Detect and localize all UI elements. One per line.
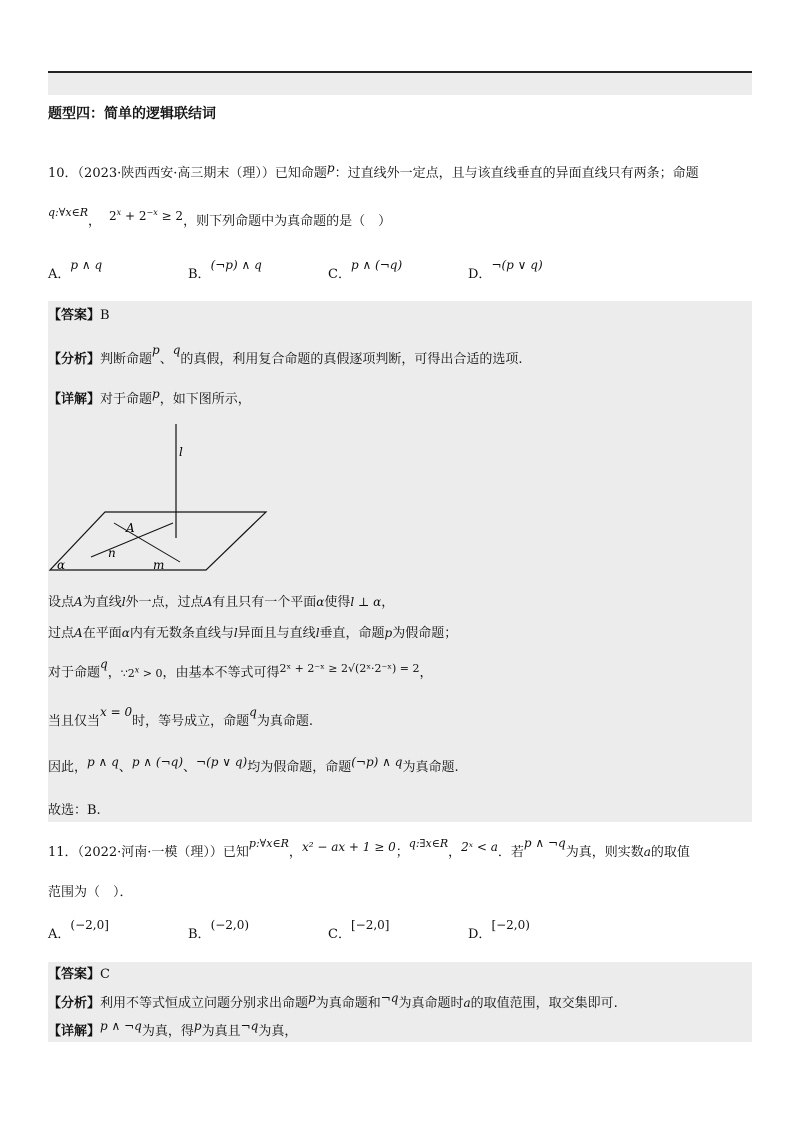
q11-option-d[interactable]: D．[−2,0) [468,918,530,942]
plane-line-figure [48,420,278,580]
q11-option-b[interactable]: B．(−2,0) [188,918,250,942]
label-l: l [179,445,183,459]
q10-detail-line2: 过点A在平面α内有无数条直线与l异面且与直线l垂直，命题p为假命题； [48,626,458,641]
q10-option-d[interactable]: D．¬(p ∨ q) [468,258,543,282]
label-m: m [153,558,165,572]
q11-option-a[interactable]: A．(−2,0] [48,918,109,942]
q10-analysis: 【分析】判断命题p、q的真假，利用复合命题的真假逐项判断，可得出合适的选项. [48,343,523,367]
q10-stem2: ，则下列命题中为真命题的是（ ） [183,214,392,229]
q11-analysis: 【分析】利用不等式恒成立问题分别求出命题p为真命题和¬q为真命题时a的取值范围，取交集即可. [48,991,618,1011]
q11-detail: 【详解】p ∧ ¬q为真，得p为真且¬q为真， [48,1019,298,1039]
q11-option-c[interactable]: C．[−2,0] [328,918,390,942]
q10-stem1: ：过直线外一定点，且与该直线垂直的异面直线只有两条；命题 [334,166,699,181]
q10-detail-line4: 当且仅当x = 0时，等号成立，命题q为真命题. [48,705,313,729]
label-A: A [126,521,135,535]
q10-inequality: $2^x + 2^{-x} \ge 2$ [109,208,184,223]
q10-answer: 【答案】B [48,308,110,323]
q10-option-c[interactable]: C．p ∧ (¬q) [328,258,403,282]
q10-detail-line5: 因此，p ∧ q、p ∧ (¬q)、¬(p ∨ q)均为假命题，命题(¬p) ∧ q为真命题. [48,755,459,775]
q10-number: 10． [48,166,78,181]
q10-option-b[interactable]: B．(¬p) ∧ q [188,258,262,282]
header-rule [48,71,752,73]
q10-stem-line2 [48,208,391,232]
q10-q-def: q:∀x∈R [48,206,89,219]
q10-comma: ， [88,214,102,229]
line-m [114,523,180,562]
section-title: 题型四：简单的逻辑联结词 [48,106,216,122]
q10-detail-line3: 对于命题q，$\because 2^x > 0$，由基本不等式可得$^{2ˣ + 2^-ˣ \ge 2√(2ˣ\cdot 2^-ˣ) = 2}$， [48,656,433,681]
label-alpha: α [57,558,66,572]
q10-conclusion: 故选：B. [48,803,101,818]
q10-source: （2023·陕西西安·高三期末（理））已知命题 [77,166,327,181]
q11-answer: 【答案】C [48,967,110,982]
q10-detail-line1: 设点A为直线l外一点，过点A有且只有一个平面α使得l ⊥ α， [48,595,395,610]
q10-detail: 【详解】对于命题p，如下图所示， [48,387,251,407]
q10-option-a[interactable]: A．p ∧ q [48,258,103,282]
label-n: n [108,546,116,560]
q10-stem-line1 [48,163,699,184]
q11-stem-line1: 11．（2022·河南·一模（理））已知$^{p:\forall x\in R}$，x² − ax + 1 ≥ 0；$^{q:\exists x\in R}$，2ˣ < a．若p ∧ ¬q为真，则实数a的取值 [48,836,690,860]
header-strip [48,73,752,95]
q10-p-var: p [326,161,335,175]
q11-stem-line2: 范围为（ ）． [48,885,133,900]
